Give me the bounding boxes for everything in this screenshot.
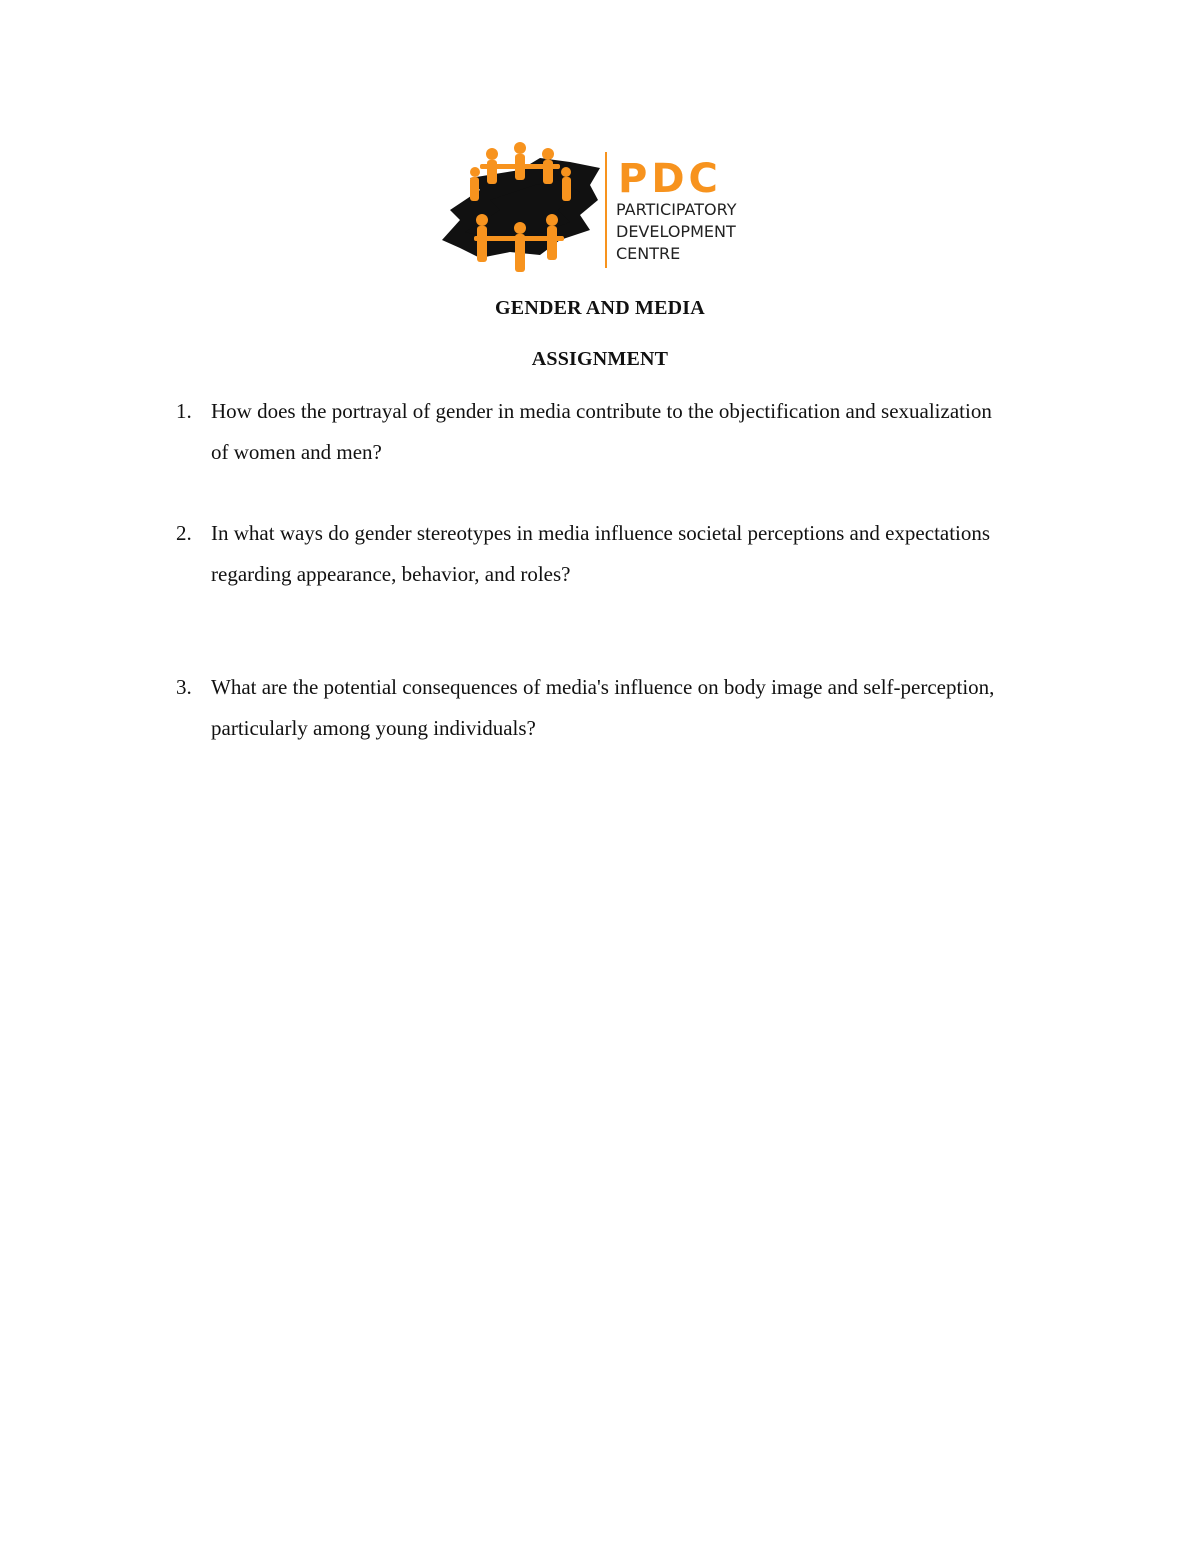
question-item	[176, 667, 1006, 749]
logo-line-development: DEVELOPMENT	[616, 222, 736, 241]
question-text: What are the potential consequences of media's influence on body image and self-perception, particularly among young individuals?	[211, 675, 995, 740]
question-number: 2.	[176, 521, 192, 545]
document-subtitle: ASSIGNMENT	[531, 348, 669, 370]
pdc-logo	[440, 140, 760, 275]
logo-line-centre: CENTRE	[616, 244, 681, 263]
document-title: GENDER AND MEDIA	[495, 297, 705, 319]
logo-line-participatory: PARTICIPATORY	[616, 200, 737, 219]
question-item	[176, 513, 1006, 595]
question-number: 3.	[176, 675, 192, 699]
people-circle-logo-icon	[440, 140, 760, 275]
question-item	[176, 391, 1006, 473]
question-text: How does the portrayal of gender in media contribute to the objectification and sexualization of women and men?	[211, 399, 992, 464]
logo-acronym: PDC	[618, 156, 722, 202]
question-number: 1.	[176, 399, 192, 423]
question-text: In what ways do gender stereotypes in media influence societal perceptions and expectations regarding appearance, behavior, and roles?	[211, 521, 991, 586]
